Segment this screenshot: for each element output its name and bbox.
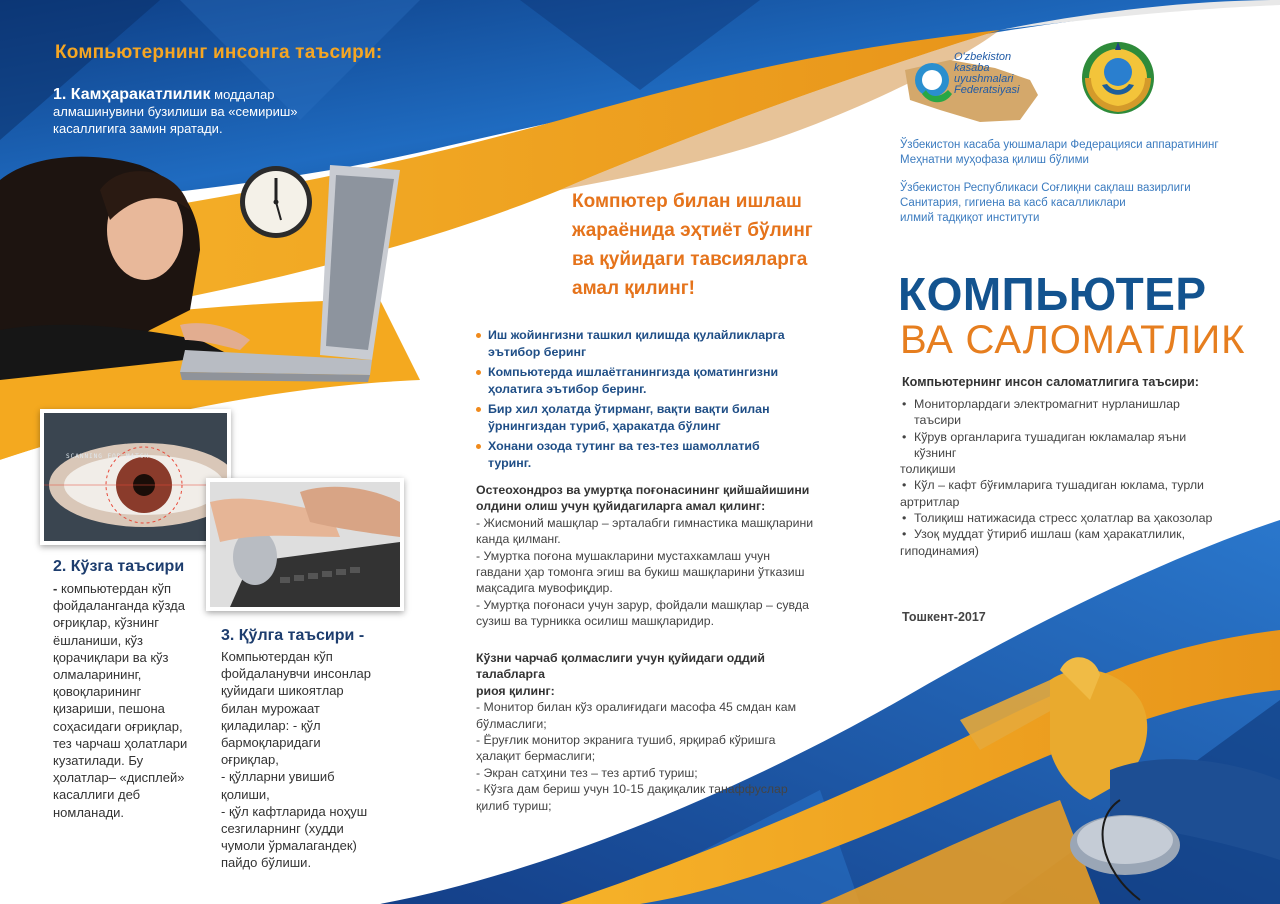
osteo-line: - Умуртқа поғонаси учун зарур, фойдали машқлар – сувда <box>476 597 809 612</box>
panel1-item3-line: қолиши, <box>221 786 270 802</box>
effect-item <box>900 429 1230 478</box>
tip-item <box>476 401 806 434</box>
effect-line: артритлар <box>900 494 960 509</box>
wall-clock-icon <box>240 166 312 238</box>
org1-line: Ўзбекистон касаба уюшмалари Федерацияси аппаратининг <box>900 139 1219 151</box>
tip-line: Компьютерда ишлаётганингизда қоматингизни <box>488 365 779 379</box>
effect-item <box>900 396 1230 429</box>
panel1-item3-line: қуйидаги шикоятлар <box>221 683 344 699</box>
panel1-item1 <box>53 86 303 137</box>
tip-item <box>476 327 806 360</box>
panel1-item2-dash: - <box>53 581 58 596</box>
effects-heading: Компьютернинг инсон саломатлигига таъсири: <box>902 375 1199 389</box>
osteo-line: сузиш ва турникка осилиш машқларидир. <box>476 614 715 629</box>
effect-item <box>900 526 1230 559</box>
org2-line: Ўзбекистон Республикаси Соғлиқни сақлаш вазирлиги <box>900 182 1191 194</box>
main-subtitle: ВА САЛОМАТЛИК <box>900 318 1246 362</box>
panel2-heading-line: жараёнида эҳтиёт бўлинг <box>572 220 813 241</box>
tip-line: Хонани озода тутинг ва тез-тез шамоллатиб туринг. <box>488 439 760 470</box>
hands-mouse-photo <box>206 478 404 611</box>
org2-block <box>900 181 1230 226</box>
panel1-item3-line: - қўл кафтларида ноҳуш <box>221 803 368 819</box>
panel1-item2-line: касаллиги деб <box>53 787 141 803</box>
panel1-item2-line: қовоқларининг <box>53 684 142 700</box>
osteo-line: мақсадига мувофиқдир. <box>476 581 613 596</box>
panel1-item2-line: олмаларининг, <box>53 667 142 683</box>
panel1-item2-line: қорачиқлари ва кўз <box>53 649 169 665</box>
panel1-item3-line: қиладилар: - қўл <box>221 717 321 733</box>
org1-line: Меҳнатни муҳофаза қилиш бўлими <box>900 154 1089 166</box>
panel1-item2-line: қизариши, пешона <box>53 701 165 717</box>
tip-line: Иш жойингизни ташкил қилишда қулайликларга <box>488 328 785 342</box>
effect-line: • Кўрув органларига тушадиган юкламалар яъни кўзнинг <box>914 429 1187 460</box>
panel1-item2-line: соҳасидаги оғриқлар, <box>53 718 183 734</box>
effect-line: • Мониторлардаги электромагнит нурланишлар таъсири <box>914 397 1180 428</box>
panel1-item1-text: моддалар алмашинувини бузилиши ва «семириш» касаллигига замин яратади. <box>53 87 298 136</box>
panel1-item2-text <box>53 580 203 821</box>
osteo-block <box>476 482 816 630</box>
effect-line: толиқиши <box>900 462 956 477</box>
tip-line: ҳолатига эътибор беринг. <box>488 381 647 396</box>
panel1-item3-line: Компьютердан кўп <box>221 649 333 664</box>
main-title: КОМПЬЮТЕР <box>898 268 1207 320</box>
effect-line: • Толиқиш натижасида стресс ҳолатлар ва ҳакозолар <box>914 511 1213 526</box>
tip-line: Бир хил ҳолатда ўтирманг, вақти вақти билан <box>488 402 770 416</box>
panel2-heading <box>572 187 832 303</box>
eyes-heading-line: риоя қилинг: <box>476 683 555 698</box>
logo-text-line: Federatsiyasi <box>954 84 1020 96</box>
osteo-line: гавдани ҳар томонга эгиш ва букиш машқларини ўтказиш <box>476 565 805 580</box>
panel1-item3-line: чумоли ўрмалагандек) <box>221 838 357 854</box>
panel2-heading-line: ва қуйидаги тавсияларга <box>572 249 808 270</box>
tip-line: эътибор беринг <box>488 344 587 359</box>
effect-item <box>900 477 1230 510</box>
eyes-line: бўлмаслиги; <box>476 716 547 731</box>
panel1-item3-line: фойдаланувчи инсонлар <box>221 666 372 682</box>
panel1-item3-heading: 3. Қўлга таъсири - <box>221 627 365 644</box>
eyes-block <box>476 650 816 814</box>
panel1-item2-line: ёшланиши, кўз <box>53 632 143 648</box>
eye-photo-screen-text: SCANNING FOR MATCH <box>66 453 150 460</box>
osteo-heading-line: олдини олиш учун қуйидагиларга амал қилинг: <box>476 499 766 514</box>
effect-line: • Кўл – кафт бўғимларига тушадиган юклама, турли <box>914 478 1204 493</box>
logo-text-line: uyushmalari <box>954 73 1014 85</box>
state-emblem-icon <box>1077 40 1159 116</box>
panel1-title: Компьютернинг инсонга таъсири: <box>55 42 383 63</box>
tip-item <box>476 364 806 397</box>
eyes-line: - Кўзга дам бериш учун 10-15 дақиқалик танаффуслар <box>476 782 788 797</box>
tip-line: ўрнингиздан туриб, ҳаракатда бўлинг <box>488 418 721 433</box>
eyes-line: - Экран сатҳини тез – тез артиб туриш; <box>476 765 698 780</box>
osteo-line: канда қилманг. <box>476 532 561 547</box>
panel1-item1-heading: 1. Камҳаракатлилик <box>53 86 211 103</box>
panel1-item3-line: бармоқларидаги <box>221 735 321 751</box>
panel1-item2-line: фойдаланганда кўзда <box>53 598 185 614</box>
panel1-item3-text <box>221 648 381 872</box>
city-year: Тошкент-2017 <box>902 610 986 624</box>
panel1-item2-line: номланади. <box>53 804 125 820</box>
osteo-line: - Жисмоний машқлар – эрталабги гимнастика машқларини <box>476 515 814 530</box>
effects-list <box>900 396 1230 559</box>
panel1-item2-line: тез чарчаш ҳолатлари <box>53 735 188 751</box>
panel1-item3-line: билан мурожаат <box>221 700 320 716</box>
panel1-item3-line: пайдо бўлиши. <box>221 855 312 871</box>
osteo-heading-line: Остеохондроз ва умуртқа поғонасининг қийшайишини <box>476 483 810 497</box>
panel1-item2-line: кузатилади. Бу <box>53 753 144 769</box>
eyes-line: ҳалақит бермаслиги; <box>476 749 596 764</box>
logo-text-line: kasaba <box>954 62 990 74</box>
panel2-heading-line: амал қилинг! <box>572 278 695 299</box>
org2-line: илмий тадқиқот институти <box>900 212 1040 224</box>
eyes-heading-line: Кўзни чарчаб қолмаслиги учун қуйидаги оддий талабларга <box>476 651 765 682</box>
hand-mouse-illustration <box>940 640 1280 904</box>
effect-line: гиподинамия) <box>900 543 979 558</box>
effect-line: • Узоқ муддат ўтириб ишлаш (кам ҳаракатлилик, <box>914 527 1186 542</box>
panel1-item3-line: сезгиларнинг (худди <box>221 821 344 837</box>
panel1-item2-heading: 2. Кўзга таъсири <box>53 558 185 575</box>
panel1-item2-line: оғриқлар, кўзнинг <box>53 615 159 631</box>
eyes-line: - Ёруғлик монитор экранига тушиб, ярқираб кўришга <box>476 733 776 748</box>
osteo-line: - Умуртка поғона мушакларини мустахкамлаш учун <box>476 548 771 563</box>
panel1-item3-line: оғриқлар, <box>221 752 279 768</box>
panel1-item3-line: - қўлларни увишиб <box>221 769 335 785</box>
panel1-item2-line: ҳолатлар– «дисплей» <box>53 770 185 786</box>
woman-laptop-illustration <box>0 150 430 390</box>
tips-list <box>476 327 806 475</box>
eye-scan-photo <box>40 409 231 545</box>
federation-logo <box>900 50 1045 125</box>
logo-text-line: O'zbekiston <box>954 51 1012 63</box>
federation-logo-text <box>954 52 1019 96</box>
panel1-item2-line: компьютердан кўп <box>60 581 172 596</box>
effect-item <box>900 510 1230 526</box>
tip-item <box>476 438 806 471</box>
org2-line: Санитария, гигиена ва касб касалликлари <box>900 197 1126 209</box>
eyes-line: - Монитор билан кўз оралиғидаги масофа 45 смдан кам <box>476 700 797 715</box>
org1-block <box>900 138 1230 168</box>
eyes-line: қилиб туриш; <box>476 798 552 813</box>
panel2-heading-line: Компютер билан ишлаш <box>572 191 802 212</box>
